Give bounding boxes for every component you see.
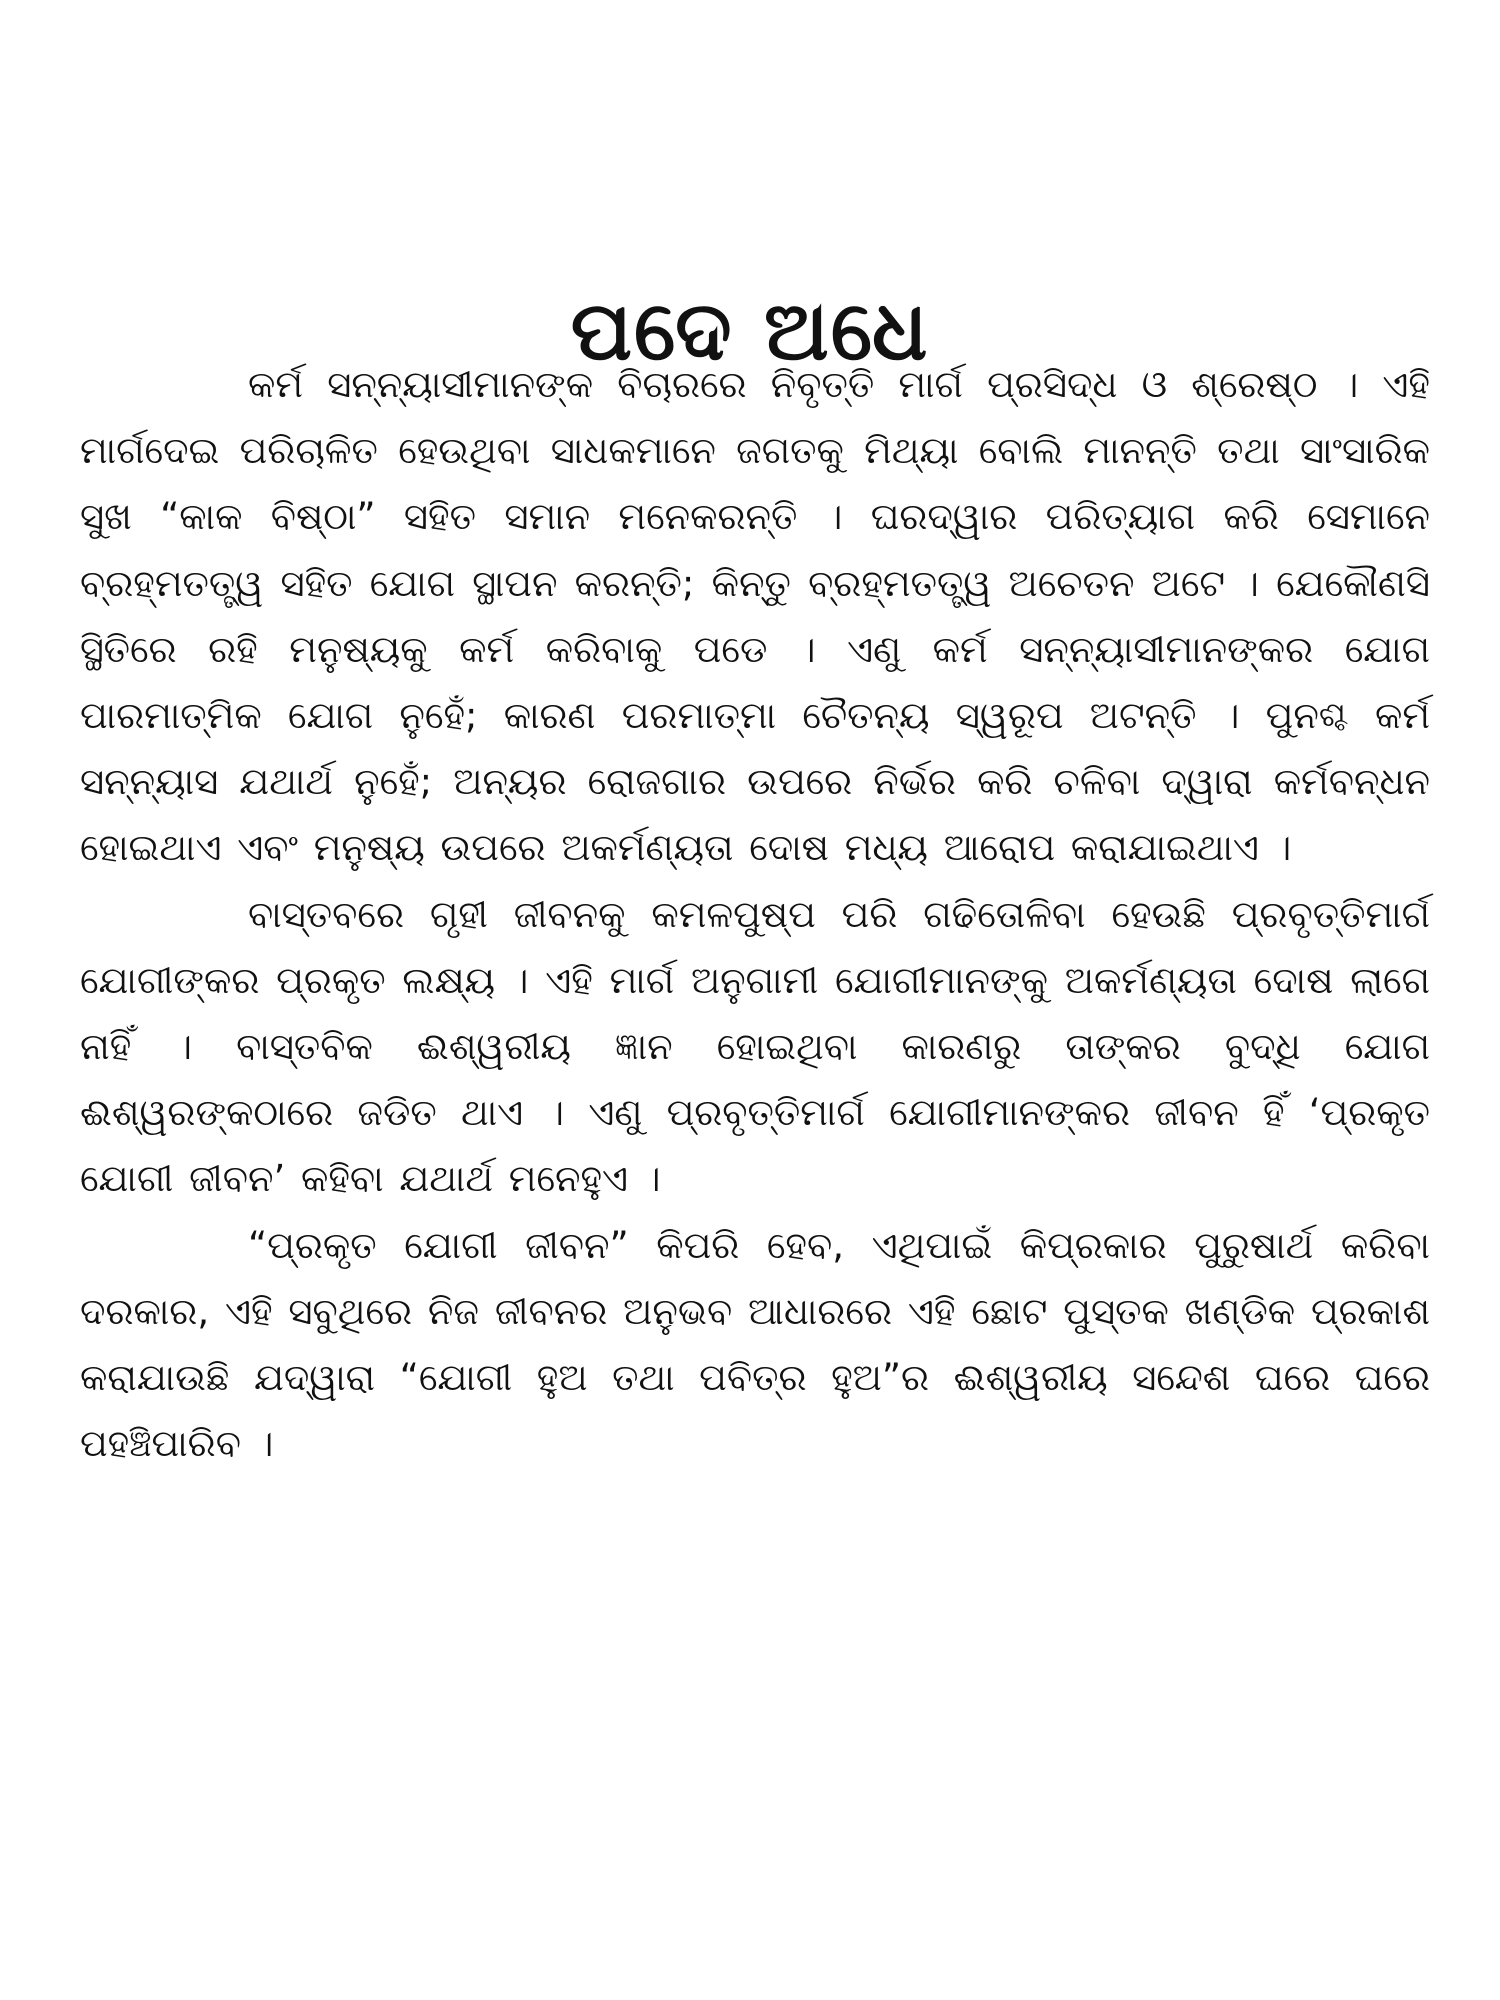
- paragraph-1: କର୍ମ ସନ୍ନ୍ୟାସୀମାନଙ୍କ ବିଚାରରେ ନିବୃତ୍ତି ମାର୍ଗ ପ୍ରସିଦ୍ଧ ଓ ଶ୍ରେଷ୍ଠ । ଏହି ମାର୍ଗଦେଇ ପରିଚାଳିତ ହେଉଥିବା ସାଧକମାନେ ଜଗତକୁ ମିଥ୍ୟା ବୋଲି ମାନନ୍ତି ତଥା ସାଂସାରିକ ସୁଖ “କାକ ବିଷ୍ଠା” ସହିତ ସମାନ ମନେକରନ୍ତି । ଘରଦ୍ୱାର ପରିତ୍ୟାଗ କରି ସେମାନେ ବ୍ରହ୍ମତତ୍ତ୍ୱ ସହିତ ଯୋଗ ସ୍ଥାପନ କରନ୍ତି; କିନ୍ତୁ ବ୍ରହ୍ମତତ୍ତ୍ୱ ଅଚେତନ ଅଟେ । ଯେକୌଣସି ସ୍ଥିତିରେ ରହି ମନୁଷ୍ୟକୁ କର୍ମ କରିବାକୁ ପଡେ । ଏଣୁ କର୍ମ ସନ୍ନ୍ୟାସୀମାନଙ୍କର ଯୋଗ ପାରମାତ୍ମିକ ଯୋଗ ନୁହେଁ; କାରଣ ପରମାତ୍ମା ଚୈତନ୍ୟ ସ୍ୱରୂପ ଅଟନ୍ତି । ପୁନଶ୍ଚ କର୍ମ ସନ୍ନ୍ୟାସ ଯଥାର୍ଥ ନୁହେଁ; ଅନ୍ୟର ରୋଜଗାର ଉପରେ ନିର୍ଭର କରି ଚଳିବା ଦ୍ୱାରା କର୍ମବନ୍ଧନ ହୋଇଥାଏ ଏବଂ ମନୁଷ୍ୟ ଉପରେ ଅକର୍ମଣ୍ୟତା ଦୋଷ ମଧ୍ୟ ଆରୋପ କରାଯାଇଥାଏ ।: [80, 363, 1430, 870]
- paragraph-3: “ପ୍ରକୃତ ଯୋଗୀ ଜୀବନ” କିପରି ହେବ, ଏଥିପାଇଁ କିପ୍ରକାର ପୁରୁଷାର୍ଥ କରିବା ଦରକାର, ଏହି ସବୁଥିରେ ନିଜ ଜୀବନର ଅନୁଭବ ଆଧାରରେ ଏହି ଛୋଟ ପୁସ୍ତକ ଖଣ୍ଡିକ ପ୍ରକାଶ କରାଯାଉଛି ଯଦ୍ୱାରା “ଯୋଗୀ ହୁଅ ତଥା ପବିତ୍ର ହୁଅ”ର ଈଶ୍ୱରୀୟ ସନ୍ଦେଶ ଘରେ ଘରେ ପହଞ୍ଚିପାରିବ ।: [80, 1223, 1430, 1466]
- body-text: [80, 352, 1430, 1477]
- page-title: ପଦେ ଅଧେ: [570, 283, 930, 379]
- paragraph-2: ବାସ୍ତବରେ ଗୃହୀ ଜୀବନକୁ କମଳପୁଷ୍ପ ପରି ଗଢିତୋଳିବା ହେଉଛି ପ୍ରବୃତ୍ତିମାର୍ଗ ଯୋଗୀଙ୍କର ପ୍ରକୃତ ଲକ୍ଷ୍ୟ । ଏହି ମାର୍ଗ ଅନୁଗାମୀ ଯୋଗୀମାନଙ୍କୁ ଅକର୍ମଣ୍ୟତା ଦୋଷ ଲାଗେ ନାହିଁ । ବାସ୍ତବିକ ଈଶ୍ୱରୀୟ ଜ୍ଞାନ ହୋଇଥିବା କାରଣରୁ ତାଙ୍କର ବୁଦ୍ଧି ଯୋଗ ଈଶ୍ୱରଙ୍କଠାରେ ଜଡିତ ଥାଏ । ଏଣୁ ପ୍ରବୃତ୍ତିମାର୍ଗ ଯୋଗୀମାନଙ୍କର ଜୀବନ ହିଁ ‘ପ୍ରକୃତ ଯୋଗୀ ଜୀବନ’ କହିବା ଯଥାର୍ଥ ମନେହୁଏ ।: [80, 892, 1430, 1201]
